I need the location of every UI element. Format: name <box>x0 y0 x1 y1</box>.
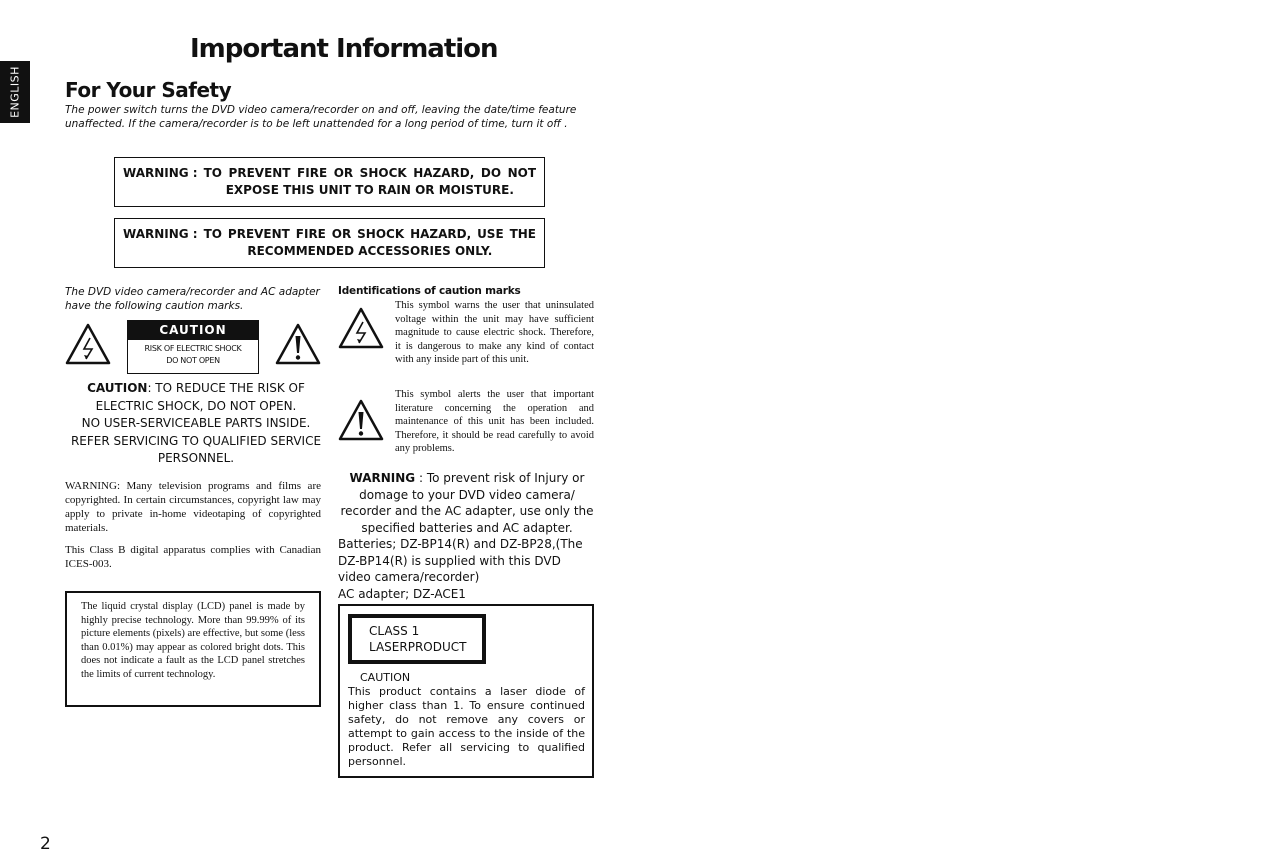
caution-statement-line3: NO USER-SERVICEABLE PARTS INSIDE. <box>81 416 311 430</box>
warning-text: TO PREVENT FIRE OR SHOCK HAZARD, USE THE RECOMMENDED ACCESSORIES ONLY. <box>203 227 536 258</box>
caution-statement <box>65 380 327 468</box>
caution-marks-intro: The DVD video camera/recorder and AC adapter have the following caution marks. <box>65 286 320 312</box>
caution-statement-line1: : TO REDUCE THE RISK OF <box>147 381 305 395</box>
injury-warning-text: : To prevent risk of Injury or domage to your DVD video camera/ recorder and the AC adapter, use only the specified batteries and AC adapter. <box>340 471 594 535</box>
lightning-symbol-description: This symbol warns the user that uninsulated voltage within the unit may have sufficient magnitude to cause electric shock. Therefore, it is dangerous to make any kind of contact with any inside part of this unit. <box>395 300 594 365</box>
lightning-symbol-icon <box>337 306 385 350</box>
section-title: For Your Safety <box>65 78 232 102</box>
intro-text: The power switch turns the DVD video camera/recorder on and off, leaving the date/time feature unaffected. If the camera/recorder is to be left unattended for a long period of time, turn it off . <box>65 104 577 130</box>
caution-label-line2: DO NOT OPEN <box>166 356 220 365</box>
warning-box-accessories <box>114 218 545 268</box>
exclamation-warning-icon <box>274 322 322 366</box>
lcd-note-text: The liquid crystal display (LCD) panel is made by highly precise technology. More than 99.99% of its picture elements (pixels) are effective, but some (less than 0.01%) may appear as colored bright dots. This does not indicate a fault as the LCD panel stretches the limits of current technology. <box>81 601 305 680</box>
page-title: Important Information <box>190 34 498 64</box>
exclamation-symbol-icon <box>337 398 385 442</box>
caution-label-header: CAUTION <box>128 321 258 340</box>
injury-warning-bold: WARNING <box>349 471 416 485</box>
laser-caution-heading: CAUTION <box>360 671 411 684</box>
exclamation-symbol-description: This symbol alerts the user that important literature concerning the operation and maintenance of this unit has been included. Therefore, it should be read carefully to avoid any problems. <box>395 389 594 454</box>
language-tab-label: ENGLISH <box>8 66 22 118</box>
laser-label-line1: CLASS 1 <box>369 624 420 638</box>
caution-statement-bold: CAUTION <box>87 381 148 395</box>
class1-laser-label <box>348 614 486 664</box>
warning-label: WARNING : <box>123 227 198 241</box>
laser-caution <box>348 671 585 769</box>
language-tab <box>0 61 30 123</box>
warning-label: WARNING : <box>123 166 198 180</box>
warning-text: TO PREVENT FIRE OR SHOCK HAZARD, DO NOT EXPOSE THIS UNIT TO RAIN OR MOISTURE. <box>203 166 536 197</box>
tv-copyright-warning: WARNING: Many television programs and films are copyrighted. In certain circumstances, copyright law may apply to private in-home videotaping of copyrighted materials. <box>65 480 321 534</box>
warning-box-moisture <box>114 157 545 207</box>
caution-label <box>127 320 259 374</box>
class-b-notice: This Class B digital apparatus complies with Canadian ICES-003. <box>65 544 321 570</box>
laser-label-line2: LASERPRODUCT <box>369 640 467 654</box>
battery-info: Batteries; DZ-BP14(R) and DZ-BP28,(The DZ-BP14(R) is supplied with this DVD video camera/recorder) <box>338 537 583 584</box>
lightning-warning-icon <box>64 322 112 366</box>
caution-statement-line2: ELECTRIC SHOCK, DO NOT OPEN. <box>95 398 297 413</box>
adapter-info: AC adapter; DZ-ACE1 <box>338 586 466 601</box>
caution-statement-line4: REFER SERVICING TO QUALIFIED SERVICE PERSONNEL. <box>70 433 322 465</box>
lcd-note-box <box>65 591 321 707</box>
laser-caution-text: This product contains a laser diode of higher class than 1. To ensure continued safety, do not remove any covers or attempt to gain access to the inside of the product. Refer all servicing to qualified personnel. <box>348 685 585 768</box>
caution-label-line1: RISK OF ELECTRIC SHOCK <box>144 344 242 353</box>
injury-warning <box>338 470 596 602</box>
page-number: 2 <box>40 834 51 854</box>
identifications-heading: Identifications of caution marks <box>338 285 521 297</box>
